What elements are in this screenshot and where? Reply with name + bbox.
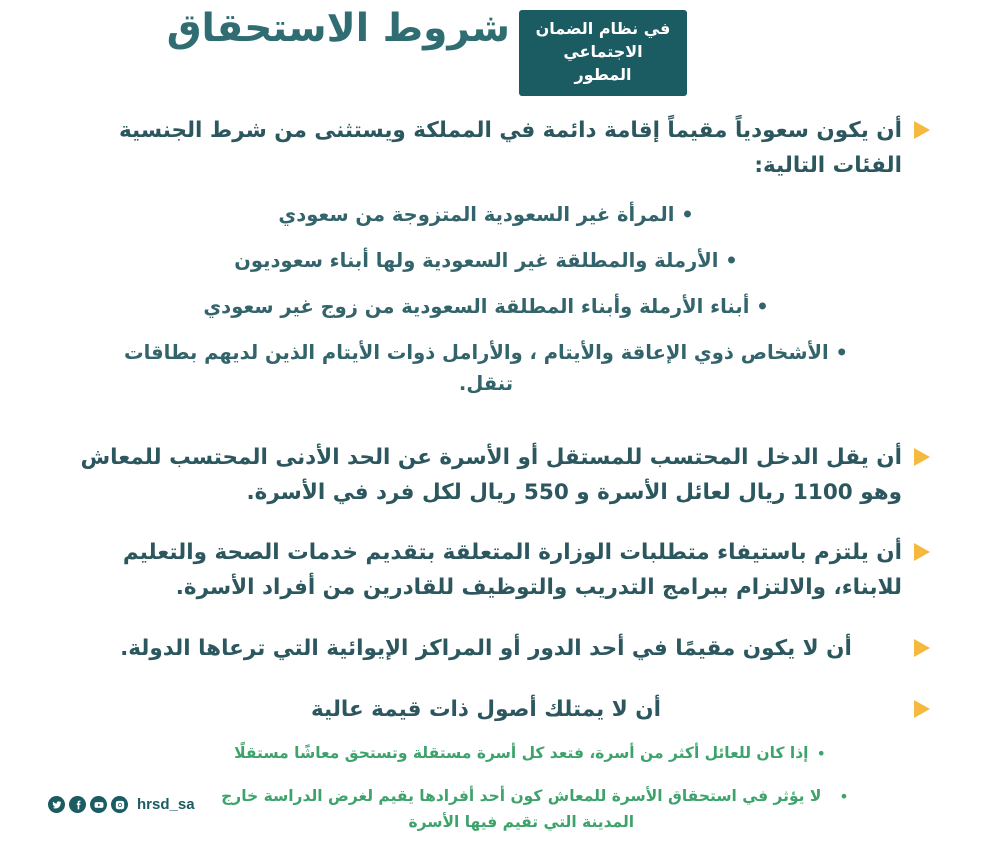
youtube-icon[interactable] xyxy=(90,796,107,813)
arrow-icon xyxy=(908,639,930,657)
arrow-icon xyxy=(908,448,930,466)
social-links[interactable] xyxy=(48,796,128,813)
arrow-icon xyxy=(908,543,930,561)
twitter-icon[interactable] xyxy=(48,796,65,813)
note-item xyxy=(190,740,870,767)
sub-list-item: • المرأة غير السعودية المتزوجة من سعودي xyxy=(278,202,694,226)
footer xyxy=(48,796,195,813)
badge-line-1: في نظام الضمان xyxy=(535,19,671,38)
condition-text: أن يقل الدخل المحتسب للمستقل أو الأسرة عن الحد الأدنى المحتسب للمعاش وهو 1100 ريال لعائل الأسرة و 550 ريال لكل فرد في الأسرة. xyxy=(80,444,902,505)
condition-text: أن لا يكون مقيمًا في أحد الدور أو المراكز الإيوائية التي ترعاها الدولة. xyxy=(120,636,852,662)
sub-list-item-text: الأشخاص ذوي الإعاقة والأيتام ، والأرامل ذوات الأيتام الذين لديهم بطاقات تنقل. xyxy=(124,341,829,395)
bullet-icon: • xyxy=(839,786,849,806)
condition-item xyxy=(70,693,930,728)
page-title: شروط الاستحقاق xyxy=(166,6,510,51)
instagram-icon[interactable] xyxy=(111,796,128,813)
condition-text: أن يكون سعودياً مقيماً إقامة دائمة في المملكة ويستثنى من شرط الجنسية الفئات التالية: xyxy=(119,118,902,178)
badge-line-2: الاجتماعي المطور xyxy=(563,42,643,85)
sub-list-item-text: أبناء الأرملة وأبناء المطلقة السعودية من زوج غير سعودي xyxy=(203,295,750,319)
arrow-icon xyxy=(908,700,930,718)
notes-section xyxy=(70,740,930,836)
bullet-icon: • xyxy=(816,743,826,763)
condition-item xyxy=(70,114,930,415)
system-badge xyxy=(519,10,687,96)
page-header xyxy=(0,0,1000,92)
condition-text: أن يلتزم باستيفاء متطلبات الوزارة المتعلقة بتقديم خدمات الصحة والتعليم للابناء، والالتزام ببرامج التدريب والتوظيف للقادرين من أفراد الأسرة. xyxy=(122,540,902,601)
condition-item xyxy=(70,632,930,667)
note-text: لا يؤثر في استحقاق الأسرة للمعاش كون أحد أفرادها يقيم لغرض الدراسة خارج المدينة التي تقيم فيها الأسرة xyxy=(221,786,822,832)
arrow-icon xyxy=(908,121,930,139)
conditions-list xyxy=(0,92,1000,836)
sub-list-item-text: المرأة غير السعودية المتزوجة من سعودي xyxy=(278,202,675,226)
sub-list-item: • الأشخاص ذوي الإعاقة والأيتام ، والأرامل ذوات الأيتام الذين لديهم بطاقات تنقل. xyxy=(124,341,848,395)
condition-item xyxy=(70,536,930,606)
sub-list-item: • الأرملة والمطلقة غير السعودية ولها أبناء سعوديون xyxy=(234,248,738,272)
sub-list-item-text: الأرملة والمطلقة غير السعودية ولها أبناء سعوديون xyxy=(234,248,719,272)
facebook-icon[interactable] xyxy=(69,796,86,813)
condition-text: أن لا يمتلك أصول ذات قيمة عالية xyxy=(311,696,661,722)
condition-item xyxy=(70,441,930,511)
sub-list-item: • أبناء الأرملة وأبناء المطلقة السعودية من زوج غير سعودي xyxy=(203,295,769,319)
social-handle: hrsd_sa xyxy=(137,796,195,813)
condition-sub-list xyxy=(70,200,902,399)
note-item xyxy=(190,783,870,836)
note-text: إذا كان للعائل أكثر من أسرة، فتعد كل أسرة مستقلة وتستحق معاشًا مستقلًا xyxy=(234,743,809,762)
